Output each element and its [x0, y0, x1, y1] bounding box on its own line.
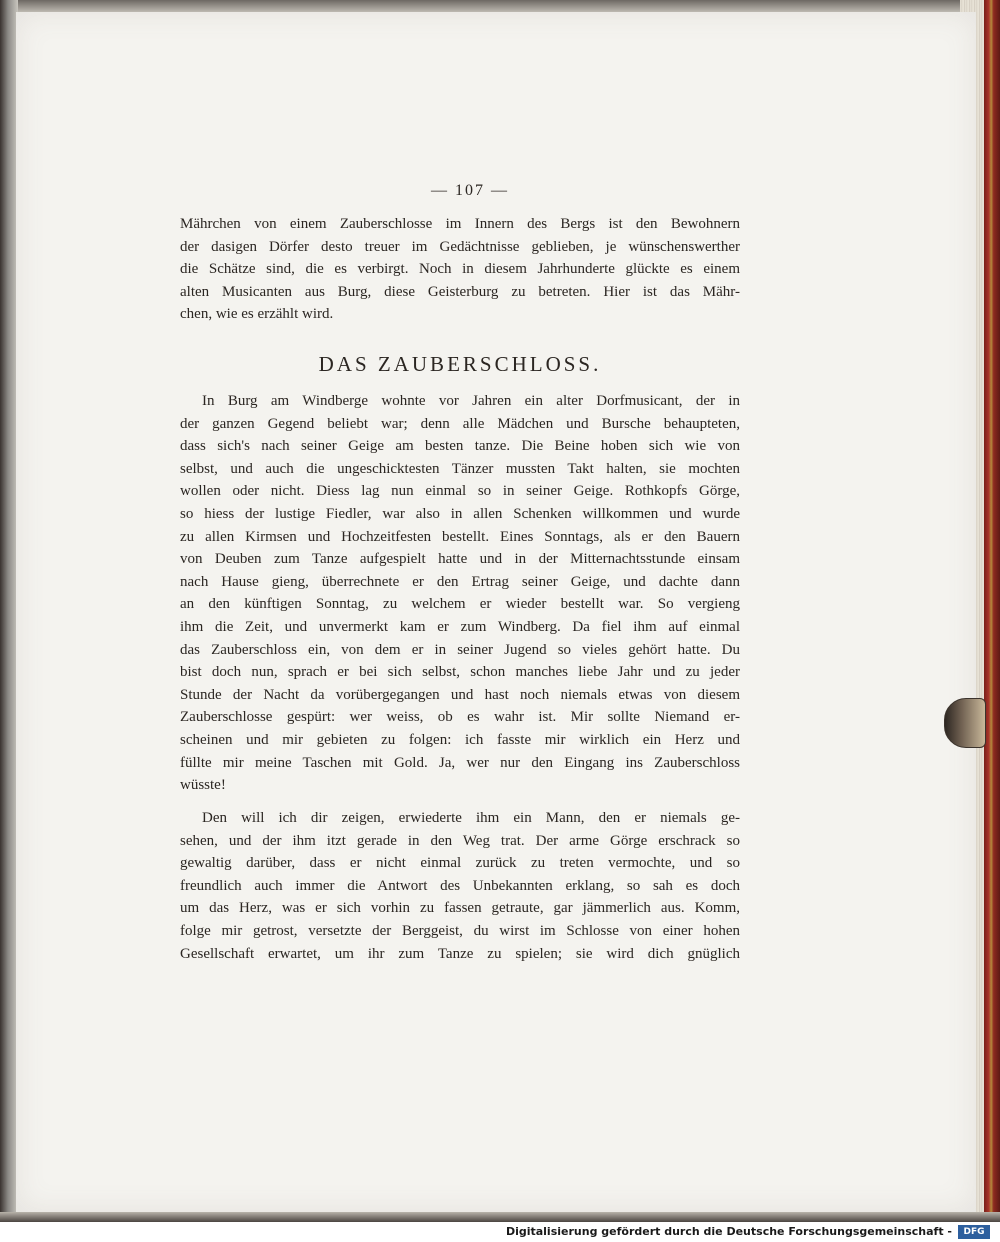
text-line: freundlich auch immer die Antwort des Unbekannten erklang, so sah es doch: [180, 877, 740, 894]
text-line: alten Musicanten aus Burg, diese Geisterburg zu betreten. Hier ist das Mähr-: [180, 283, 740, 300]
text-line: wüsste!: [180, 777, 226, 794]
text-line: zu allen Kirmsen und Hochzeitfesten bestellt. Eines Sonntags, als er den Bauern: [180, 528, 740, 545]
text-line: Den will ich dir zeigen, erwiederte ihm ein Mann, den er niemals ge-: [202, 810, 740, 826]
ribbon-bookmark: [944, 698, 986, 748]
text-line: In Burg am Windberge wohnte vor Jahren ein alter Dorfmusicant, der in: [202, 393, 740, 409]
text-line: chen, wie es erzählt wird.: [180, 306, 334, 323]
text-line: Zauberschlosse gespürt: wer weiss, ob es wahr ist. Mir sollte Niemand er-: [180, 709, 740, 726]
text-line: gewaltig darüber, dass er nicht einmal zurück zu treten vermochte, und so: [180, 855, 740, 872]
text-line: die Schätze sind, die es verbirgt. Noch in diesem Jahrhunderte glückte es einem: [180, 261, 740, 278]
text-line: Gesellschaft erwartet, um ihr zum Tanze zu spielen; sie wird dich gnüglich: [180, 945, 740, 962]
text-line: füllte mir meine Taschen mit Gold. Ja, wer nur den Eingang ins Zauberschloss: [180, 754, 740, 771]
text-line: selbst, und auch die ungeschicktesten Tänzer mussten Takt halten, sie mochten: [180, 460, 740, 477]
paragraph-2: [180, 807, 740, 965]
text-line: das Zauberschloss ein, von dem er in seiner Jugend so vieles gehört hatte. Du: [180, 641, 740, 658]
intro-paragraph: [180, 213, 740, 326]
footer-bar: [0, 1222, 1000, 1242]
text-line: der ganzen Gegend beliebt war; denn alle Mädchen und Bursche behaupteten,: [180, 415, 740, 432]
text-line: der dasigen Dörfer desto treuer im Gedächtnisse geblieben, je wünschenswerther: [180, 238, 740, 255]
text-line: von Deuben zum Tanze aufgespielt hatte und in der Mitternachtsstunde einsam: [180, 551, 740, 568]
text-line: ihm die Zeit, und unvermerkt kam er zum Windberg. Da fiel ihm auf einmal: [180, 618, 740, 635]
dfg-logo-icon: DFG: [958, 1225, 990, 1239]
text-line: wollen oder nicht. Diess lag nun einmal so in seiner Geige. Rothkopfs Görge,: [180, 483, 740, 500]
chapter-heading: DAS ZAUBERSCHLOSS.: [318, 352, 602, 376]
book-bottom-edge: [0, 1212, 1000, 1222]
text-line: an den künftigen Sonntag, zu welchem er wieder bestellt war. So vergieng: [180, 596, 740, 613]
page-number: — 107 —: [431, 182, 509, 199]
text-line: Mährchen von einem Zauberschlosse im Innern des Bergs ist den Bewohnern: [180, 216, 740, 232]
text-line: sehen, und der ihm itzt gerade in den Weg trat. Der arme Görge erschrack so: [180, 832, 740, 849]
text-line: bist doch nun, sprach er bei sich selbst, schon manches liebe Jahr und zu jeder: [180, 664, 740, 681]
footer-credit: Digitalisierung gefördert durch die Deutsche Forschungsgemeinschaft -: [505, 1225, 952, 1238]
paragraph-1: [180, 390, 740, 797]
text-line: dass sich's nach seiner Geige am besten tanze. Die Beine hoben sich wie von: [180, 438, 740, 455]
text-line: Stunde der Nacht da vorübergegangen und hast noch niemals etwas von diesem: [180, 686, 740, 703]
text-line: so hiess der lustige Fiedler, war also in allen Schenken willkommen und wurde: [180, 505, 740, 522]
text-line: nach Hause gieng, überrechnete er den Ertrag seiner Geige, und dachte dann: [180, 573, 740, 590]
text-line: folge mir getrost, versetzte der Berggeist, du wirst im Schlosse von einer hohen: [180, 922, 740, 939]
book-binding-right: [984, 0, 1000, 1222]
text-line: um das Herz, was er sich vorhin zu fassen getraute, gar jämmerlich aus. Komm,: [180, 900, 740, 917]
text-line: scheinen und mir gebieten zu folgen: ich fasste mir wirklich ein Herz und: [180, 731, 740, 748]
